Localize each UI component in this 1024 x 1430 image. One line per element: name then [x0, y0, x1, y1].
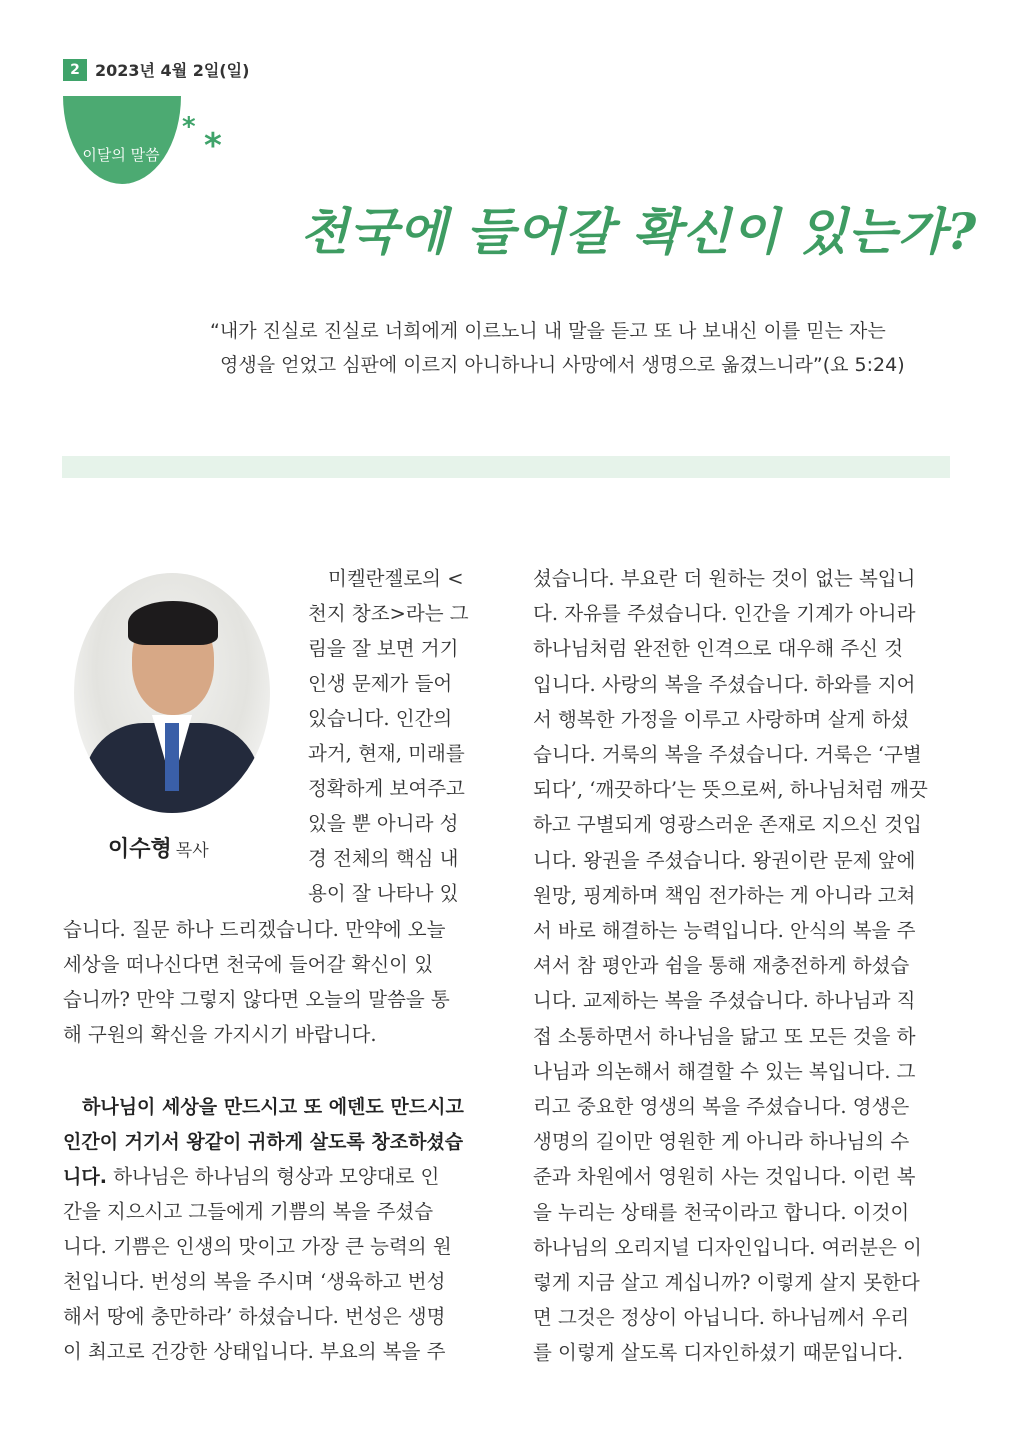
asterisk-decoration-icon: *	[182, 112, 196, 142]
body-line: 서 행복한 가정을 이루고 사랑하며 살게 하셨	[533, 707, 910, 731]
author-byline	[108, 832, 209, 863]
body-line: 면 그것은 정상이 아닙니다. 하나님께서 우리	[533, 1306, 910, 1330]
body-line: 천지 창조>라는 그	[308, 602, 469, 625]
body-line: 습니다. 거룩의 복을 주셨습니다. 거룩은 ‘구별	[533, 743, 922, 766]
page-number: 2	[63, 59, 87, 81]
author-name: 이수형	[108, 837, 172, 862]
body-line: 세상을 떠나신다면 천국에 들어갈 확신이 있	[63, 953, 434, 976]
body-line: 습니다. 질문 하나 드리겠습니다. 만약에 오늘	[63, 918, 446, 941]
body-line: 나님과 의논해서 해결할 수 있는 복입니다. 그	[533, 1059, 916, 1083]
body-line: 원망, 핑계하며 책임 전가하는 게 아니라 고쳐	[533, 883, 916, 907]
section-badge	[63, 96, 181, 184]
body-line: 생명의 길이만 영원한 게 아니라 하나님의 수	[533, 1130, 910, 1154]
body-line: 이 최고로 건강한 상태입니다. 부요의 복을 주	[63, 1340, 446, 1363]
scripture-line: “내가 진실로 진실로 너희에게 이르노니 내 말을 듣고 또 나 보내신 이를 믿는 자는	[210, 320, 886, 342]
page-title: 천국에 들어갈 확신이 있는가?	[300, 202, 978, 261]
body-line: 입니다. 사랑의 복을 주셨습니다. 하와를 지어	[533, 672, 916, 696]
body-line: 간을 지으시고 그들에게 기쁨의 복을 주셨습	[63, 1200, 434, 1223]
body-line: 니다. 왕권을 주셨습니다. 왕권이란 문제 앞에	[533, 848, 916, 872]
body-line: 를 이렇게 살도록 디자인하셨기 때문입니다.	[533, 1341, 904, 1365]
emphasis-line: 하나님이 세상을 만드시고 또 에덴도 만드시고	[82, 1096, 464, 1118]
body-line: 하나님의 오리지널 디자인입니다. 여러분은 이	[533, 1235, 922, 1259]
section-badge-label: 이달의 말씀	[82, 146, 160, 164]
body-line: 하고 구별되게 영광스러운 존재로 지으신 것입	[533, 813, 922, 837]
emphasis-fragment: 니다.	[63, 1166, 107, 1188]
body-line: 경 전체의 핵심 내	[308, 847, 459, 870]
body-line: 을 누리는 상태를 천국이라고 합니다. 이것이	[533, 1200, 910, 1224]
body-line: 서 바로 해결하는 능력입니다. 안식의 복을 주	[533, 919, 916, 942]
body-line: 정확하게 보여주고	[308, 777, 465, 800]
body-line: 있을 뿐 아니라 성	[308, 812, 459, 835]
body-line: 미켈란젤로의 <	[328, 567, 464, 590]
body-line: 습니까? 만약 그렇지 않다면 오늘의 말씀을 통	[63, 988, 450, 1011]
body-line: 다. 자유를 주셨습니다. 인간을 기계가 아니라	[533, 602, 916, 626]
body-line: 니다. 기쁨은 인생의 맛이고 가장 큰 능력의 원	[63, 1235, 452, 1258]
page-header	[63, 58, 249, 81]
body-line: 접 소통하면서 하나님을 닮고 또 모든 것을 하	[533, 1024, 916, 1048]
body-line: 과거, 현재, 미래를	[308, 742, 465, 765]
body-line: 인생 문제가 들어	[308, 672, 453, 695]
body-line: 셔서 참 평안과 쉼을 통해 재충전하게 하셨습	[533, 954, 910, 978]
body-line: 셨습니다. 부요란 더 원하는 것이 없는 복입니	[533, 567, 916, 590]
divider-bar	[62, 456, 950, 478]
body-line	[63, 1163, 439, 1191]
scripture-line: 영생을 얻었고 심판에 이르지 아니하나니 사망에서 생명으로 옮겼느니라”(요 5:24)	[220, 354, 905, 376]
body-line: 림을 잘 보면 거기	[308, 637, 459, 660]
body-line: 해서 땅에 충만하라’ 하셨습니다. 번성은 생명	[63, 1305, 446, 1328]
asterisk-decoration-icon: *	[204, 126, 222, 166]
body-line: 되다’, ‘깨끗하다’는 뜻으로써, 하나님처럼 깨끗	[533, 778, 928, 802]
body-line: 있습니다. 인간의	[308, 707, 453, 730]
body-line: 하나님처럼 완전한 인격으로 대우해 주신 것	[533, 637, 904, 661]
emphasis-line: 인간이 거기서 왕같이 귀하게 살도록 창조하셨습	[63, 1131, 464, 1153]
body-line: 준과 차원에서 영원히 사는 것입니다. 이런 복	[533, 1165, 916, 1189]
author-photo	[74, 573, 270, 813]
scripture-quote	[210, 314, 970, 382]
body-line: 리고 중요한 영생의 복을 주셨습니다. 영생은	[533, 1095, 910, 1118]
body-line: 해 구원의 확신을 가지시기 바랍니다.	[63, 1023, 377, 1046]
body-line: 천입니다. 번성의 복을 주시며 ‘생육하고 번성	[63, 1270, 446, 1293]
author-role: 목사	[175, 841, 209, 861]
body-line: 용이 잘 나타나 있	[308, 882, 459, 905]
body-fragment: 하나님은 하나님의 형상과 모양대로 인	[106, 1165, 440, 1188]
issue-date: 2023년 4월 2일(일)	[95, 61, 250, 80]
body-line: 렇게 지금 살고 계십니까? 이렇게 살지 못한다	[533, 1271, 920, 1294]
body-line: 니다. 교제하는 복을 주셨습니다. 하나님과 직	[533, 989, 916, 1013]
